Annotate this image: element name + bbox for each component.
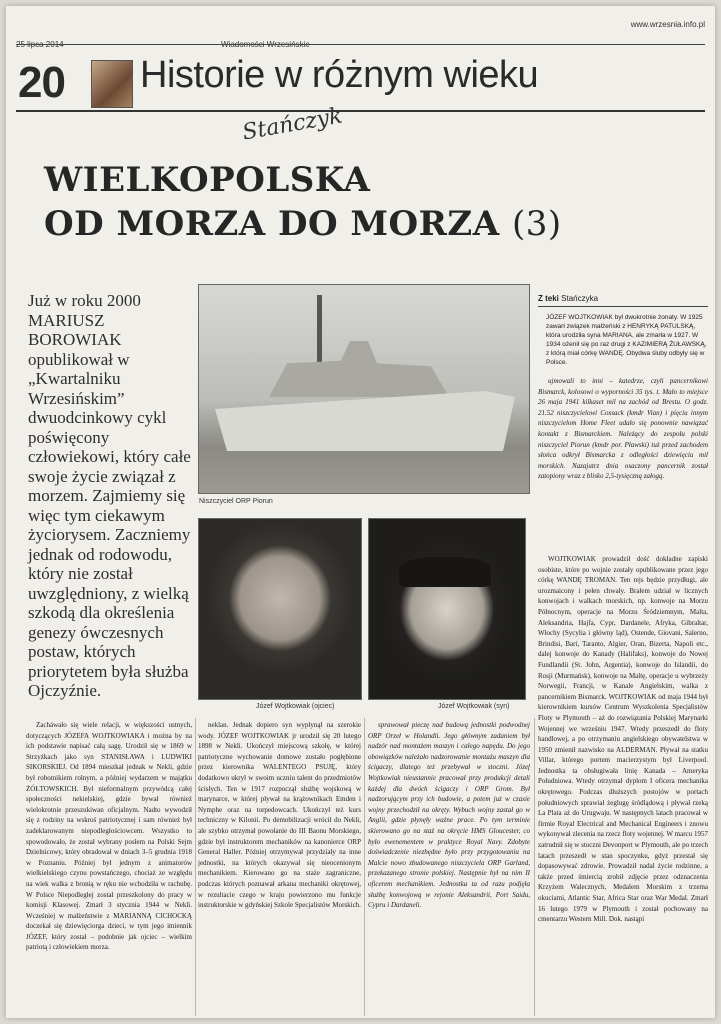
sidebar-text: JÓZEF WOJTKOWIAK był dwukrotnie żonaty. W 1925 zawarł związek małżeński z HENRYKĄ PATULSKĄ, która urodziła syna MARIANA, ale zmarła w 1927. W 1934 ożenił się po raz drugi z KAZIMIERĄ ŻUŁAWSKĄ, z którą miał córkę WANDĘ. Obydwa śluby odbyły się w Polsce.	[546, 314, 707, 366]
article-column-3	[368, 720, 530, 1016]
column-divider	[364, 718, 365, 1016]
website-url[interactable]: www.wrzesnia.info.pl	[630, 20, 705, 29]
father-portrait-photo	[198, 518, 362, 700]
header-divider	[16, 44, 705, 45]
ship-hull	[215, 391, 515, 451]
column-divider	[534, 718, 535, 1016]
issue-date: 25 lipca 2014	[16, 40, 64, 49]
column-divider	[195, 718, 196, 1016]
page-header	[16, 20, 705, 50]
section-title: Historie w różnym wieku	[140, 54, 539, 96]
ship-photo	[198, 284, 530, 494]
article-headline	[44, 158, 562, 246]
headline-line-1: WIELKOPOLSKA	[44, 160, 371, 200]
newspaper-page	[6, 6, 715, 1018]
sidebar-author: Stańczyka	[561, 294, 599, 303]
newspaper-name: Wiadomości Wrzesińskie	[221, 40, 310, 49]
headline-line-2: OD MORZA DO MORZA	[44, 204, 500, 244]
column-4b-text: WOJTKOWIAK prowadził dość dokładne zapiski osobiste, które po wojnie zostały opublikowane przez jego córkę WANDĘ TROMAN. Ten rejs będzie przydługi, ale urozmaicony i pełen chwały. Brałem udział w licznych konwojach i walkach morskich, np. konwoje na Morzu Północnym, operacje na Morzu Śródziemnym, Malta, Aleksandria, Hajfa, Cypr, Dardanele, Afryka, Gibraltar, Włochy (Sycylia i główny ląd), Ostende, Giovani, Salerno, Brindisi, Bari, Taranto, Algier, Oran, Bizerta, Napoli etc., dalej konwoje do Kanady (Halifaks), konwoje do Nowej Fundlandii (St. John, Argentia), konwoje do Islandii, do Rosji (Murmańsk), konwoje na Maltę, operacje u wybrzeży Norwegii, Francji, w Kanale Angielskim, walka z pancernikiem Bismarck. WOJTKOWIAK od maja 1944 był kierownikiem kursów Centrum Wyszkolenia Specjalistów Floty w Plymouth – aż do rozwiązania Polskiej Marynarki Wojennej we wrześniu 1947. Wtedy przeszedł do floty handlowej, a po otrzymaniu angielskiego obywatelstwa w 1950 zmienił nazwisko na ALDERMAN. Pływał na statku Villar, którego portem macierzystym był Liverpool. Jednostka ta obsługiwała linię Kanada – Ameryka Południowa. Wtedy otrzymał dyplom I oficera mechanika okrętowego. Podczas dłuższych postojów w portach południowych sprawiał żeglugę śródlądową i pływał rzeką La Plata aż do Urugwaju. W następnych latach pracował w firmie Royal Electrical and Mechanical Engineers i znowu wykonywał zlecenia na rzecz floty wojennej. W marcu 1957 zatrudnił się w stoczni Devonport w Plymouth, ale po trzech latach przeszedł w stan spoczynku, gdyż przestał się dopasowywać zdrowie. Prowadził nadal życie rodzinne, a także przed śmiercią zrobił zdjęcie przez odznaczenia Krzyżem Walecznych, Medalem Morskim z trzema okuciami, Atlantic Star, Africa Star oraz War Medal. Zmarł 16 lutego 1979 w Plymouth i został pochowany na cmentarzu Western Mill. Dok. nastąpi	[538, 555, 708, 924]
section-divider	[16, 110, 705, 112]
father-caption: Józef Wojtkowiak (ojciec)	[256, 703, 335, 710]
column-4-text: ujmowali to inni – katedrze, czyli pancernikowi Bismarck, kolosowi o wyporności 35 tys. t. Mało to miejsce 26 maja 1941 kilkaset mil na zachód od Brestu. O godz. 21.52 niszczycielowi Cossack (kmdr Vian) i pięciu innym niszczycielom Home Fleet udało się ponownie nawiązać kontakt z Bismarckiem. Należący do zespołu polski niszczyciel Piorun (kmdr por. Pławski) tuż przed zachodem słońca odkrył Bismarcka z odległości dziewięciu mil morskich. Nazajutrz dnia osaczony pancernik został zatopiony wraz z blisko 2,5-tysięczną załogą.	[538, 377, 708, 481]
ship-caption: Niszczyciel ORP Piorun	[199, 498, 273, 505]
son-portrait-photo	[368, 518, 526, 700]
naval-cap	[399, 557, 491, 587]
article-column-4-top	[538, 376, 708, 552]
article-column-2	[198, 720, 361, 1016]
column-1-text: Zacháwało się wiele relacji, w większości ustnych, dotyczących JÓZEFA WOJTKOWIAKA i można by na ich podstawie napisać całą sagę. Urodził się w 1869 w Strzyżkach jako syn STANISŁAWA i LUDWIKI SIKORSKIEJ. Od 1894 mieszkał jednak w Nekli, gdzie był robotnikiem rolnym, a później wydarzem w majątku ŻÓŁTOWSKICH. Był nieformalnym przywódcą całej społeczności nekielskiej, gdzie bywał również wielokrotnie przeszukiwan oficjalnym. Nadto wywodził się z rodziny na wskroś patriotycznej i sam również był zadeklarowanym niepodległościowcem. Wszystko to spowodowało, że został wybrany posłem na Polski Sejm Dzielnicowy, który obradował w dniach 3–5 grudnia 1918 w Poznaniu. Później był jednym z animatorów wielkielskiego czynu powstańczego, chociaż ze względu na wiek walka z bronią w ręku nie wchodziła w rachubę. W Polsce Niepodległej został przeszkolony do pracy w komisji Klasowej. Zmarł 3 stycznia 1944 w Nekli. Wcześniej w małżeństwie z MARIANNĄ CICHOCKĄ doczekał się dziewięciorga dzieci, w tym jego imiennik JÓZEF, który został – podobnie jak ojciec – wielkim patriotą i człowiekiem morza.	[26, 721, 192, 952]
part-number: (3)	[511, 204, 562, 244]
article-column-4-bottom	[538, 554, 708, 1016]
son-caption: Józef Wojtkowiak (syn)	[438, 703, 510, 710]
article-intro: Już w roku 2000 MARIUSZ BOROWIAK opublikował w „Kwartalniku Wrzesińskim” dwuodcinkowy cykl poświęcony człowiekowi, który całe swoje życie związał z morzem. Zajmiemy się więc tym ciekawym życiorysem. Zaczniemy jednak od rodowodu, który nie został uwzględniony, z wielką szkodą dla określenia genezy ówczesnych postaw, których priorytetem była służba Ojczyźnie.	[28, 291, 191, 700]
column-3-text: sprawował pieczę nad budową jednostki podwodnej ORP Orzeł w Holandii. Jego głównym zadaniem był nadzór nad montażem maszyn i całego napędu. Do jego obowiązków należało nadzorowanie montażu maszyn dla ścigaczy, dlatego też przebywał w stoczni. Józef Wojtkowiak nieustannie pracował przy produkcji detali każdej dla dwóch ścigaczy i ORP Grom. Był nadzorującym przy ich budowie, a potem już w czasie wojny przechodził na okręty. Wybuch wojny zastał go w Anglii, gdzie płynęły ważne prace. Po tym terminie skierowano go na staż na okręcie HMS Gloucester, co było ewenementem w praktyce Royal Navy. Zdobyte doświadczenie niezbędne było przy przygotowaniu na Malcie nowo zbudowanego niszczyciela ORP Garland, przekazanego stronie polskiej. Następnie był na nim II oficerem mechanikiem. Jednostka ta od razu podjęła służbę konwojową w rejonie Aleksandrii, Port Saidu, Cypru i Dardaneli.	[368, 721, 530, 910]
column-2-text: neklan. Jednak dopiero syn wypłynął na szerokie wody. JÓZEF WOJTKOWIAK jr urodził się 20 lutego 1898 w Nekli. Ukończył miejscową szkołę, w której patriotyczne wychowanie domowe zostało pogłębione przez kierownika WALENTEGO PSUJĘ, który dodatkowo ukrył w swoim uczniu talent do przedmiotów ścisłych. Ten w 1917 rozpoczął służbę wojskową w marynarce, w której pływał na krążownikach Emden i Nymphe oraz na torpedowcach. Ukończył też kurs techniczny w Kilonii. Po demobilizacji wrócił do Nekli, ale szybko otrzymał powołanie do III Baonu Morskiego, gdzie był instruktorem mechaników na kanonierce ORP General Haller. Później otrzymywał przydziały na inne jednostki, na których okazywał się nieocenionym mechanikiem. Kierowano go na staże zagraniczne, podczas których poznawał arkana mechaniki okrętowej, w rezultacie czego w kraju powierzono mu funkcje instruktorskie w gdyńskiej Szkole Specjalistów Morskich.	[198, 721, 361, 910]
section-thumbnail-image	[91, 60, 133, 108]
sidebar-heading	[538, 294, 708, 307]
ship-superstructure	[269, 341, 449, 397]
page-number: 20	[18, 58, 65, 107]
article-column-1	[26, 720, 192, 1016]
sidebar-label: Z teki	[538, 294, 559, 303]
author-signature: Stańczyk	[240, 103, 345, 146]
sidebar-box	[538, 294, 708, 366]
